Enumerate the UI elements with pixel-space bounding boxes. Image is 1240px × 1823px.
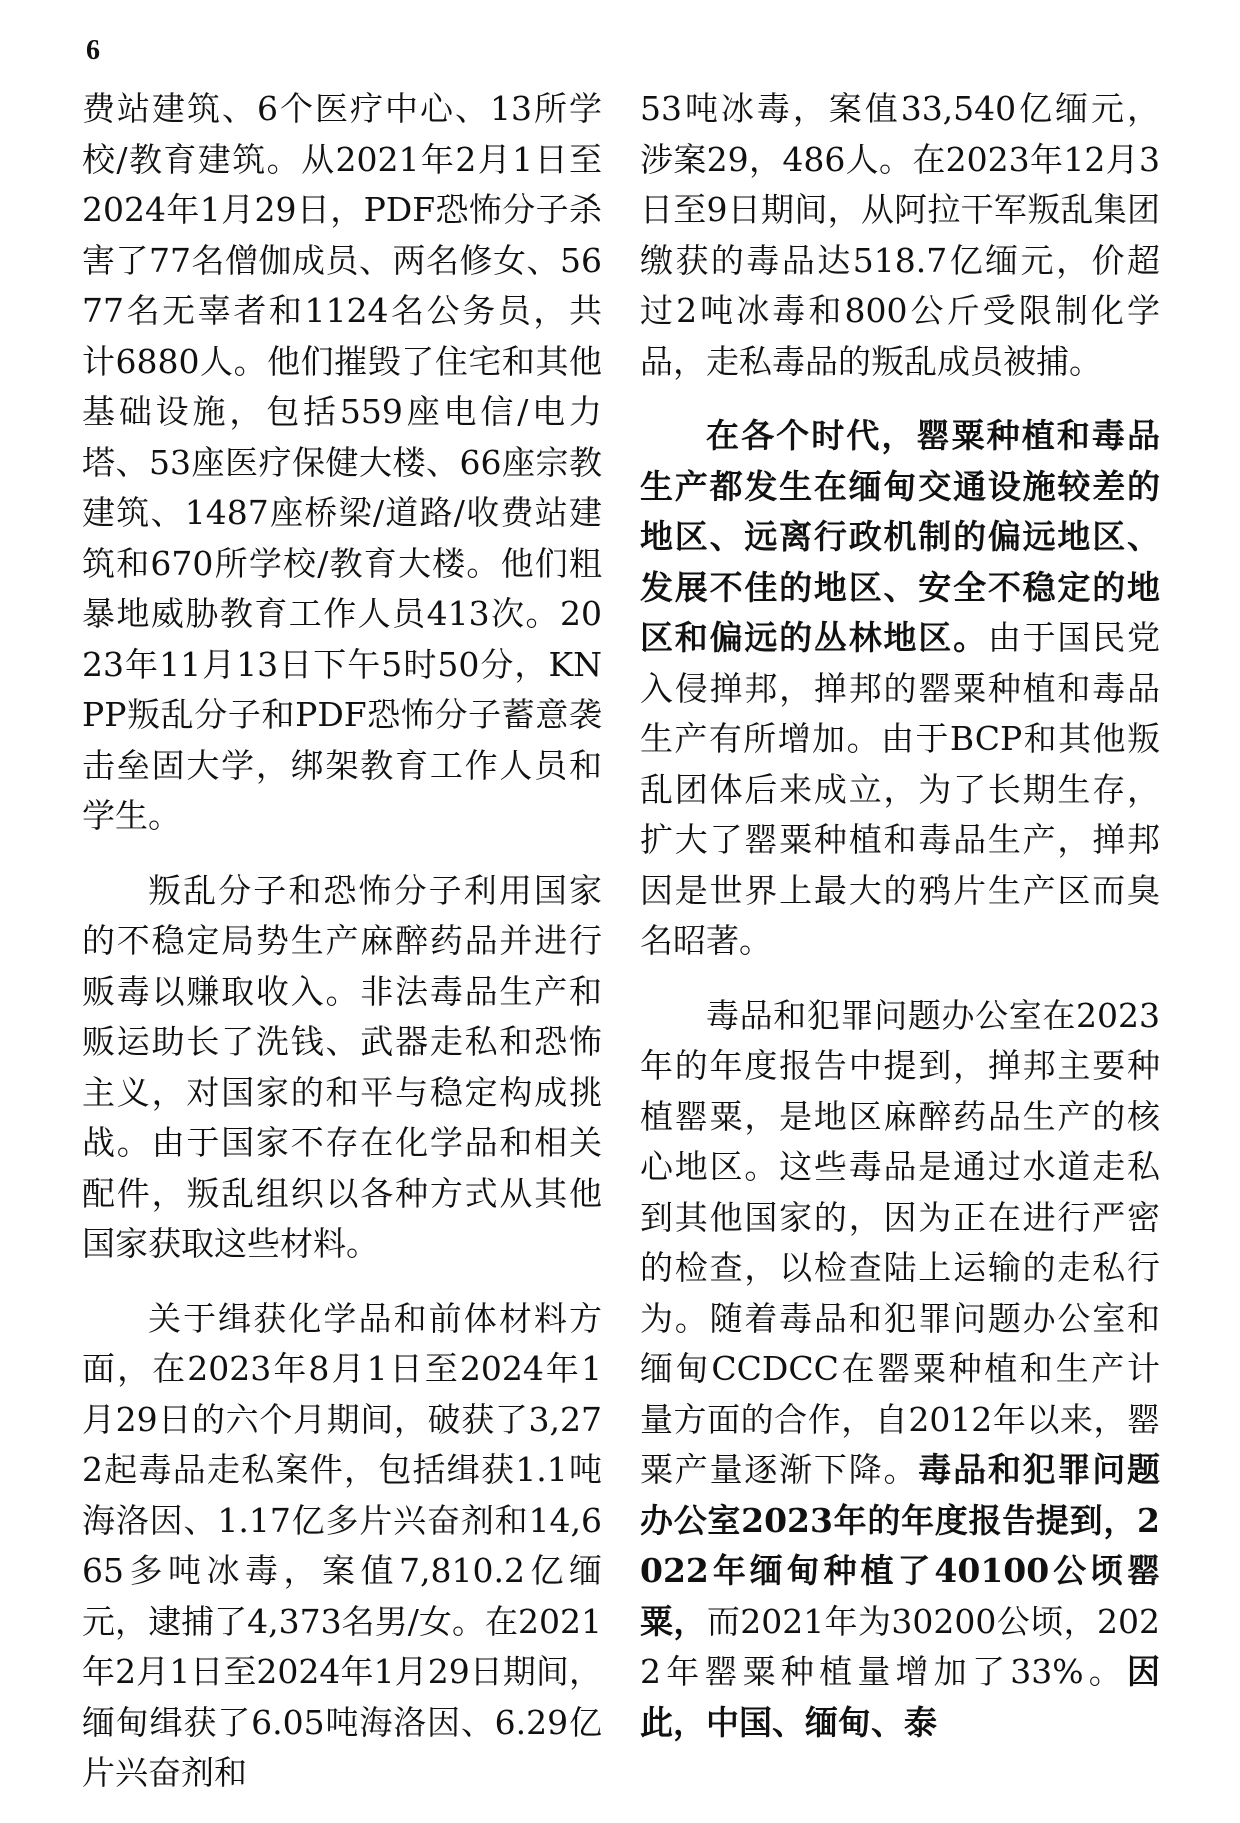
paragraph-text: 毒品和犯罪问题办公室在2023年的年度报告中提到，掸邦主要种植罂粟，是地区麻醉药品生产的核心地区。这些毒品是通过水道走私到其他国家的，因为正在进行严密的检查，以检查陆上运输的走私行为。随着毒品和犯罪问题办公室和缅甸CCDCC在罂粟种植和生产计量方面的合作，自2012年以来，罂粟产量逐渐下降。 <box>640 995 1160 1489</box>
right-column <box>640 84 1160 1772</box>
paragraph: 叛乱分子和恐怖分子利用国家的不稳定局势生产麻醉药品并进行贩毒以赚取收入。非法毒品生产和贩运助长了洗钱、武器走私和恐怖主义，对国家的和平与稳定构成挑战。由于国家不存在化学品和相关配件，叛乱组织以各种方式从其他国家获取这些材料。 <box>82 870 602 1263</box>
bold-text: 在各个时代，罂粟种植和毒品生产都发生在缅甸交通设施较差的地区、远离行政机制的偏远地区、发展不佳的地区、安全不稳定的地区和偏远的丛林地区。 <box>640 416 1160 657</box>
bold-text: 毒品和犯罪问题办公室2023年的年度报告提到，2022年缅甸种植了40100公顷罂粟， <box>640 1450 1161 1641</box>
left-column <box>82 84 602 1823</box>
paragraph: 关于缉获化学品和前体材料方面，在2023年8月1日至2024年1月29日的六个月期间，破获了3,272起毒品走私案件，包括缉获1.1吨海洛因、1.17亿多片兴奋剂和14,665多吨冰毒，案值7,810.2亿缅元，逮捕了4,373名男/女。在2021年2月1日至2024年1月29日期间，缅甸缉获了6.05吨海洛因、6.29亿片兴奋剂和 <box>82 1298 602 1792</box>
paragraph-text: 而2021年为30200公顷，2022年罂粟种植量增加了33%。 <box>640 1601 1160 1691</box>
paragraph <box>640 991 1160 1749</box>
bold-text: 因此，中国、缅甸、泰 <box>640 1652 1160 1742</box>
paragraph: 费站建筑、6个医疗中心、13所学校/教育建筑。从2021年2月1日至2024年1月29日，PDF恐怖分子杀害了77名僧伽成员、两名修女、5677名无辜者和1124名公务员，共计6880人。他们摧毁了住宅和其他基础设施，包括559座电信/电力塔、53座医疗保健大楼、66座宗教建筑、1487座桥梁/道路/收费站建筑和670所学校/教育大楼。他们粗暴地威胁教育工作人员413次。2023年11月13日下午5时50分，KNPP叛乱分子和PDF恐怖分子蓄意袭击垒固大学，绑架教育工作人员和学生。 <box>82 89 602 835</box>
paragraph-text: 由于国民党入侵掸邦，掸邦的罂粟种植和毒品生产有所增加。由于BCP和其他叛乱团体后来成立，为了长期生存，扩大了罂粟种植和毒品生产，掸邦因是世界上最大的鸦片生产区而臭名昭著。 <box>640 618 1161 960</box>
paragraph: 53吨冰毒，案值33,540亿缅元，涉案29，486人。在2023年12月3日至9日期间，从阿拉干军叛乱集团缴获的毒品达518.7亿缅元，价超过2吨冰毒和800公斤受限制化学品，走私毒品的叛乱成员被捕。 <box>640 89 1160 381</box>
paragraph <box>640 411 1160 967</box>
page-number: 6 <box>86 35 100 66</box>
